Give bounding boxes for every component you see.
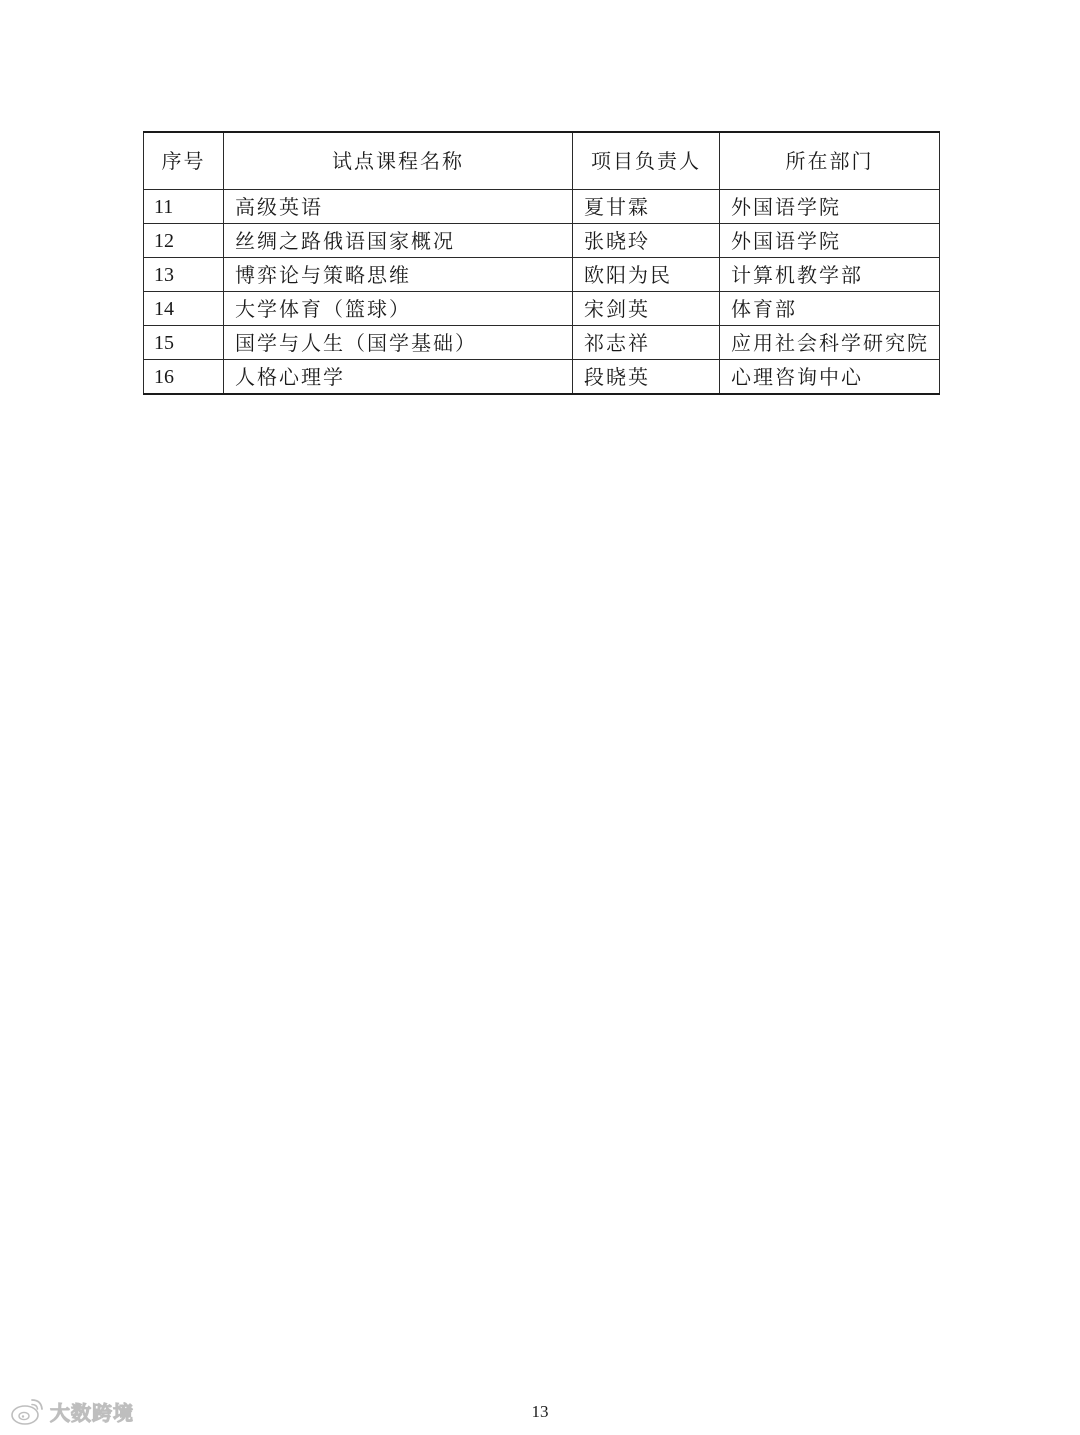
table-header-row: [144, 132, 940, 190]
header-project-lead: 项目负责人: [573, 132, 720, 190]
header-serial-number: 序号: [144, 132, 224, 190]
cell-course-name: 博弈论与策略思维: [224, 258, 573, 292]
cell-serial-number: 14: [144, 292, 224, 326]
table-row: [144, 326, 940, 360]
cell-department: 外国语学院: [720, 190, 940, 224]
cell-department: 计算机教学部: [720, 258, 940, 292]
cell-course-name: 丝绸之路俄语国家概况: [224, 224, 573, 258]
cell-project-lead: 段晓英: [573, 360, 720, 395]
cell-serial-number: 16: [144, 360, 224, 395]
pilot-course-table: [143, 131, 940, 395]
cell-project-lead: 欧阳为民: [573, 258, 720, 292]
cell-course-name: 高级英语: [224, 190, 573, 224]
cell-project-lead: 张晓玲: [573, 224, 720, 258]
cell-course-name: 人格心理学: [224, 360, 573, 395]
table-row: [144, 224, 940, 258]
cell-department: 外国语学院: [720, 224, 940, 258]
cell-project-lead: 宋剑英: [573, 292, 720, 326]
cell-department: 心理咨询中心: [720, 360, 940, 395]
watermark-text: 大数跨境: [50, 1400, 134, 1425]
cell-course-name: 国学与人生（国学基础）: [224, 326, 573, 360]
cell-serial-number: 12: [144, 224, 224, 258]
cell-department: 体育部: [720, 292, 940, 326]
cell-course-name: 大学体育（篮球）: [224, 292, 573, 326]
cell-project-lead: 祁志祥: [573, 326, 720, 360]
table-row: [144, 360, 940, 395]
table-row: [144, 258, 940, 292]
cell-serial-number: 15: [144, 326, 224, 360]
table-row: [144, 292, 940, 326]
cell-serial-number: 11: [144, 190, 224, 224]
cell-project-lead: 夏甘霖: [573, 190, 720, 224]
cell-serial-number: 13: [144, 258, 224, 292]
page-number: 13: [531, 1402, 549, 1421]
cell-department: 应用社会科学研究院: [720, 326, 940, 360]
table-row: [144, 190, 940, 224]
header-department: 所在部门: [720, 132, 940, 190]
header-course-name: 试点课程名称: [224, 132, 573, 190]
